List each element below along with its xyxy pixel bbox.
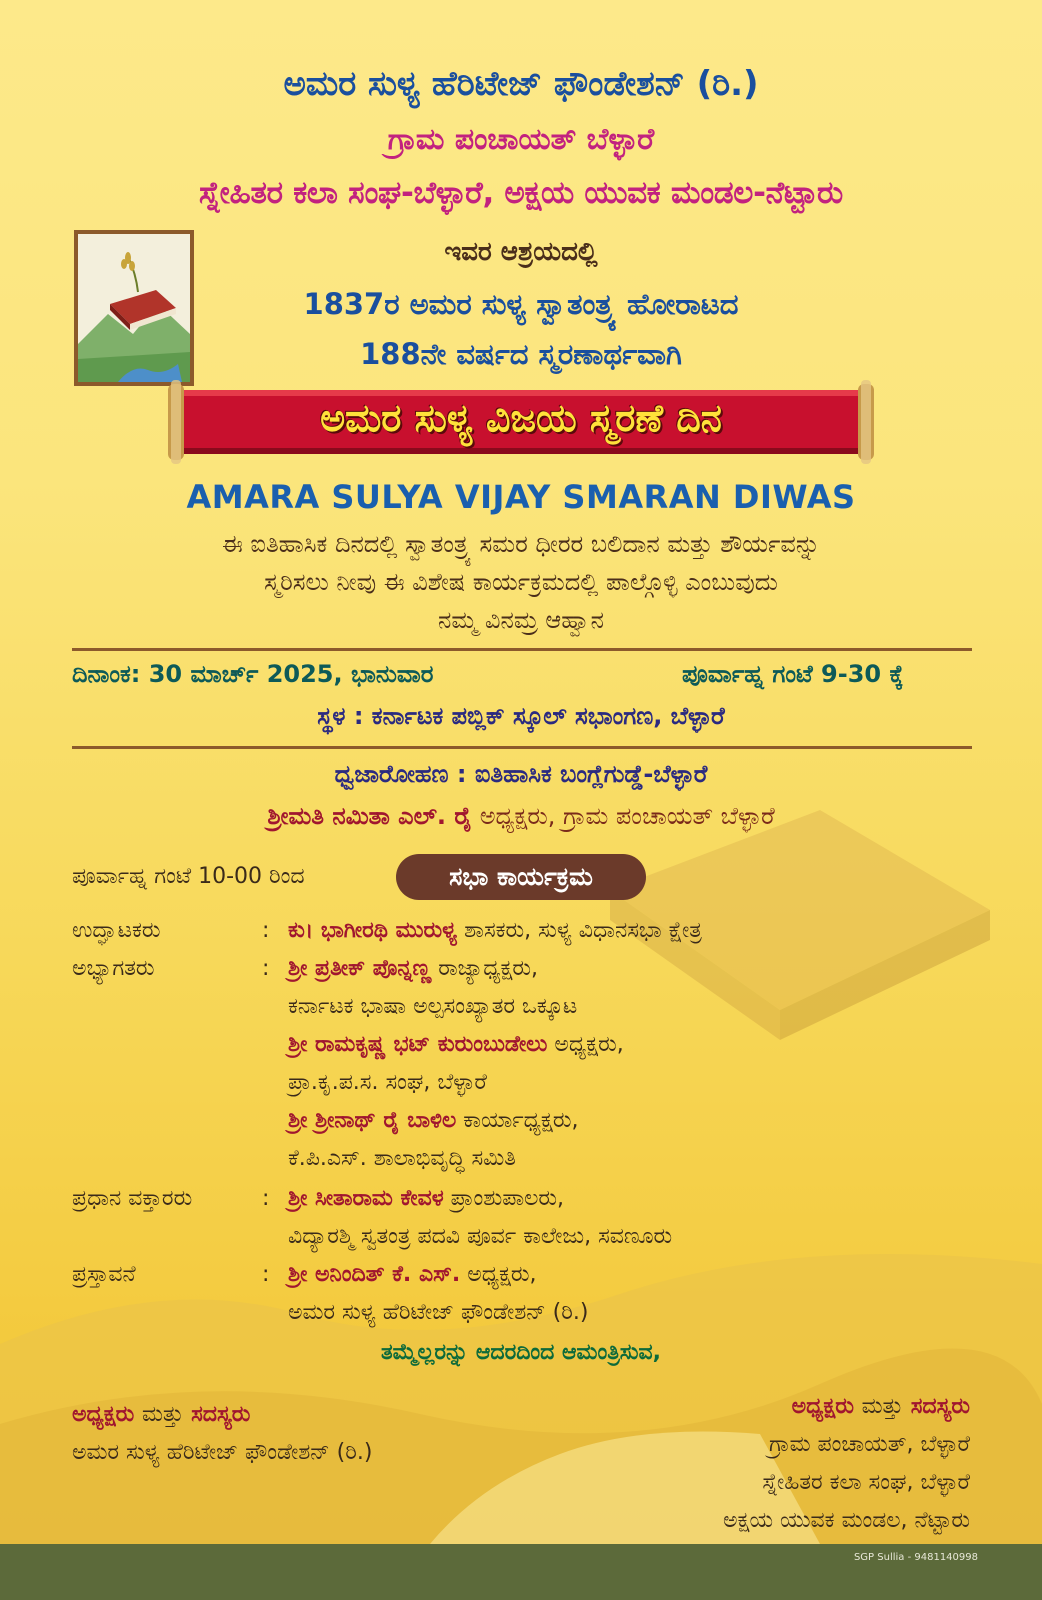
guest-2-org: ಪ್ರಾ.ಕೃ.ಪ.ಸ. ಸಂಘ, ಬೆಳ್ಳಾರೆ <box>288 1070 487 1095</box>
person-desc: ಕಾರ್ಯಾಧ್ಯಕ್ಷರು, <box>463 1108 579 1133</box>
anniversary-line-2: 188ನೇ ವರ್ಷದ ಸ್ಮರಣಾರ್ಥವಾಗಿ <box>360 337 682 371</box>
divider-top <box>72 648 972 651</box>
title-c: ಸದಸ್ಯರು <box>191 1402 251 1427</box>
program-label-badge: ಸಭಾ ಕಾರ್ಯಕ್ರಮ <box>396 854 646 900</box>
speaker <box>288 1186 564 1211</box>
inaugurator <box>288 918 702 943</box>
event-date: ದಿನಾಂಕ: 30 ಮಾರ್ಚ್ 2025, ಭಾನುವಾರ <box>72 660 434 688</box>
colon: : <box>262 956 270 981</box>
flag-person-designation: ಅಧ್ಯಕ್ಷರು, ಗ್ರಾಮ ಪಂಚಾಯತ್ ಬೆಳ್ಳಾರೆ <box>479 802 775 830</box>
event-time: ಪೂರ್ವಾಹ್ನ ಗಂಟೆ 9-30 ಕ್ಕೆ <box>682 660 904 688</box>
colon: : <box>262 1262 270 1287</box>
closing-line: ತಮ್ಮೆಲ್ಲರನ್ನು ಆದರದಿಂದ ಆಮಂತ್ರಿಸುವ, <box>381 1340 661 1365</box>
event-title: ಅಮರ ಸುಳ್ಯ ವಿಜಯ ಸ್ಮರಣೆ ದಿನ <box>320 396 722 440</box>
co-organizers: ಸ್ನೇಹಿತರ ಕಲಾ ಸಂಘ-ಬೆಳ್ಳಾರೆ, ಅಕ್ಷಯ ಯುವಕ ಮಂಡಲ-ನೆಟ್ಟಾರು <box>199 175 843 211</box>
signatory-left-title <box>72 1402 250 1427</box>
person-desc: ಅಧ್ಯಕ್ಷರು, <box>554 1032 624 1057</box>
person-name: ಶ್ರೀ ರಾಮಕೃಷ್ಣ ಭಟ್ ಕುರುಂಬುಡೇಲು <box>288 1032 548 1057</box>
event-venue: ಸ್ಥಳ : ಕರ್ನಾಟಕ ಪಬ್ಲಿಕ್ ಸ್ಕೂಲ್ ಸಭಾಂಗಣ, ಬೆಳ್ಳಾರೆ <box>317 702 725 730</box>
flag-person-name: ಶ್ರೀಮತಿ ನಮಿತಾ ಎಲ್. ರೈ <box>267 802 473 830</box>
invitation-line-3: ನಮ್ಮ ವಿನಮ್ರ ಆಹ್ವಾನ <box>438 606 604 634</box>
divider-bottom <box>72 746 972 749</box>
org-title: ಅಮರ ಸುಳ್ಯ ಹೆರಿಟೇಜ್ ಫೌಂಡೇಶನ್ (ರಿ.) <box>283 64 759 104</box>
colon: : <box>262 918 270 943</box>
guest-1 <box>288 956 538 981</box>
invitation-line-2: ಸ್ಮರಿಸಲು ನೀವು ಈ ವಿಶೇಷ ಕಾರ್ಯಕ್ರಮದಲ್ಲಿ ಪಾಲ್ಗೊಳ್ಳಿ ಎಂಬುವುದು <box>264 568 778 596</box>
speaker-org: ವಿದ್ಯಾರಶ್ಮಿ ಸ್ವತಂತ್ರ ಪದವಿ ಪೂರ್ವ ಕಾಲೇಜು, ಸವಣೂರು <box>288 1224 673 1249</box>
title-a: ಅಧ್ಯಕ್ಷರು <box>72 1402 135 1427</box>
role-speaker: ಪ್ರಧಾನ ವಕ್ತಾರರು <box>72 1186 193 1211</box>
guest-2 <box>288 1032 624 1057</box>
flag-hoisting-person <box>0 802 1042 830</box>
title-b: ಮತ್ತು <box>861 1394 904 1419</box>
person-name: ಶ್ರೀ ಶ್ರೀನಾಥ್ ರೈ ಬಾಳಿಲ <box>288 1108 457 1133</box>
printer-credit: SGP Sullia - 9481140998 <box>853 1552 978 1563</box>
person-name: ಕು। ಭಾಗೀರಥಿ ಮುರುಳ್ಯ <box>288 918 458 943</box>
signatory-right-org-1: ಗ್ರಾಮ ಪಂಚಾಯತ್, ಬೆಳ್ಳಾರೆ <box>768 1432 970 1457</box>
flag-hoisting: ಧ್ವಜಾರೋಹಣ : ಐತಿಹಾಸಿಕ ಬಂಗ್ಲೆಗುಡ್ಡೆ-ಬೆಳ್ಳಾರೆ <box>334 760 708 788</box>
introducer-org: ಅಮರ ಸುಳ್ಯ ಹೆರಿಟೇಜ್ ಫೌಂಡೇಶನ್ (ರಿ.) <box>288 1300 589 1325</box>
signatory-left-org: ಅಮರ ಸುಳ್ಯ ಹೆರಿಟೇಜ್ ಫೌಂಡೇಶನ್ (ರಿ.) <box>72 1440 373 1465</box>
guest-3-org: ಕೆ.ಪಿ.ಎಸ್. ಶಾಲಾಭಿವೃದ್ಧಿ ಸಮಿತಿ <box>288 1146 516 1171</box>
person-desc: ಶಾಸಕರು, ಸುಳ್ಯ ವಿಧಾನಸಭಾ ಕ್ಷೇತ್ರ <box>464 918 702 943</box>
person-desc: ಅಧ್ಯಕ್ಷರು, <box>467 1262 537 1287</box>
title-c: ಸದಸ್ಯರು <box>910 1394 970 1419</box>
introducer <box>288 1262 537 1287</box>
patronage-line: ಇವರ ಆಶ್ರಯದಲ್ಲಿ <box>444 237 598 267</box>
title-b: ಮತ್ತು <box>141 1402 184 1427</box>
person-name: ಶ್ರೀ ಪ್ರತೀಕ್ ಪೊನ್ನಣ್ಣ <box>288 956 432 981</box>
person-desc: ಪ್ರಾಂಶುಪಾಲರು, <box>450 1186 565 1211</box>
signatory-right-title <box>792 1394 970 1419</box>
title-a: ಅಧ್ಯಕ್ಷರು <box>791 1394 854 1419</box>
anniversary-line-1: 1837ರ ಅಮರ ಸುಳ್ಯ ಸ್ವಾತಂತ್ರ್ಯ ಹೋರಾಟದ <box>303 287 739 321</box>
invitation-line-1: ಈ ಐತಿಹಾಸಿಕ ದಿನದಲ್ಲಿ ಸ್ವಾತಂತ್ರ್ಯ ಸಮರ ಧೀರರ ಬಲಿದಾನ ಮತ್ತು ಶೌರ್ಯವನ್ನು <box>221 530 821 558</box>
role-introduction: ಪ್ರಸ್ತಾವನೆ <box>72 1262 136 1287</box>
colon: : <box>262 1186 270 1211</box>
guest-1-org: ಕರ್ನಾಟಕ ಭಾಷಾ ಅಲ್ಪಸಂಖ್ಯಾತರ ಒಕ್ಕೂಟ <box>288 994 578 1019</box>
role-inaugurator: ಉದ್ಘಾಟಕರು <box>72 918 161 943</box>
program-time: ಪೂರ್ವಾಹ್ನ ಗಂಟೆ 10-00 ರಿಂದ <box>72 864 305 889</box>
event-title-english: AMARA SULYA VIJAY SMARAN DIWAS <box>186 478 856 516</box>
person-desc: ರಾಜ್ಯಾಧ್ಯಕ್ಷರು, <box>438 956 539 981</box>
person-name: ಶ್ರೀ ಅನಿಂದಿತ್ ಕೆ. ಎಸ್. <box>288 1262 461 1287</box>
signatory-right-org-3: ಅಕ್ಷಯ ಯುವಕ ಮಂಡಲ, ನೆಟ್ಟಾರು <box>723 1508 970 1533</box>
panchayat-title: ಗ್ರಾಮ ಪಂಚಾಯತ್ ಬೆಳ್ಳಾರೆ <box>387 122 655 157</box>
role-guests: ಅಭ್ಯಾಗತರು <box>72 956 155 981</box>
guest-3 <box>288 1108 579 1133</box>
signatory-right-org-2: ಸ್ನೇಹಿತರ ಕಲಾ ಸಂಘ, ಬೆಳ್ಳಾರೆ <box>762 1470 970 1495</box>
person-name: ಶ್ರೀ ಸೀತಾರಾಮ ಕೇವಳ <box>288 1186 444 1211</box>
